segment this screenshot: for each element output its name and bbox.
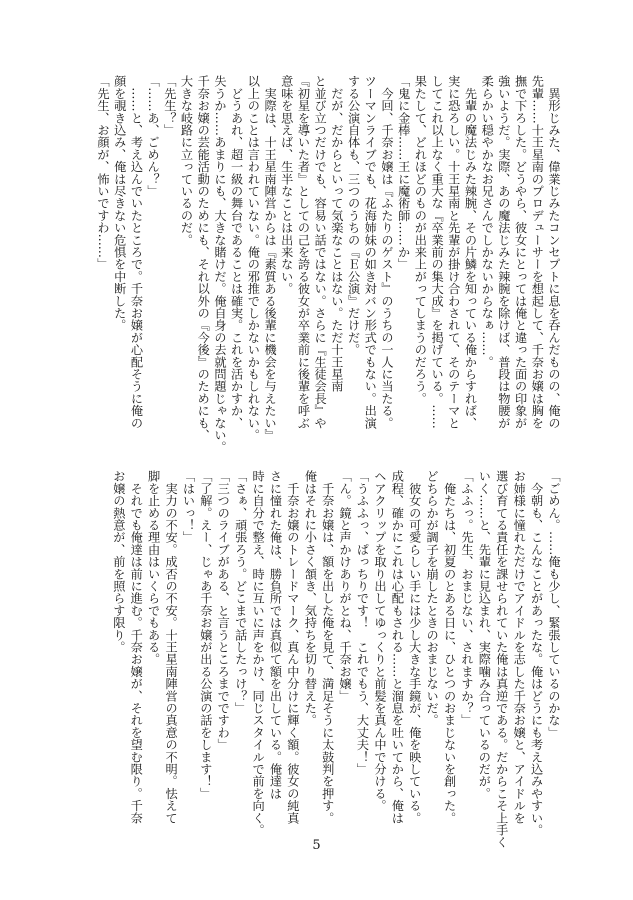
text-column: 彼女の可愛らしい手には少し大きな手鏡が、俺を映している。 [407,470,422,824]
text-column: 意味を思えば、生半なことは出来ない。 [279,75,294,295]
text-column: 「ごめん。……俺も少し、緊張しているのかな」 [547,470,561,739]
text-column: と並び立つだけでも、容易い話ではない。さらに『生徒会長』や [313,75,328,429]
text-column: 以上のことは言われていない。俺の邪推でしかないかもしれない。 [246,75,261,441]
text-column: いく……と、先輩に見込まれ、実際噛み合っているのだが。 [477,470,492,800]
text-column: ヘアクリップを取り出してゆっくりと前髪を真ん中で分ける。 [372,470,387,812]
text-column: 実力の不安。成否の不安。十王星南陣営の真意の不明。怯えて [164,470,179,824]
text-column: 先輩の魔法じみた辣腕、その片鱗を知っている俺からすれば、 [463,75,478,429]
text-column: 先輩……十王星南のプロデューサーを想起して、千奈お嬢は胸を [530,75,545,429]
text-column: する公演自体も、三つのうちの『Ｅ公演』だけだ。 [346,75,361,356]
text-column: 「うふふっ、ぱっちりです！ これでもう、大丈夫！」 [355,470,370,775]
text-column: 強いようだ。実際、あの魔法じみた辣腕を除けば、普段は物腰が [496,75,511,429]
text-column: 成程、確かにこれは心配もされる……と溜息を吐いてから、俺は [390,470,405,824]
text-column: 「先生？」 [162,75,177,136]
lower-text-block [109,470,562,849]
text-column: 実際は、十王星南陣営からは『素質ある後輩に機会を与えたい』 [263,75,278,441]
text-column: 「ん。鏡と声かけありがとね、千奈お嬢」 [338,470,353,702]
text-column: さに憧れた俺は、勝負所では真似て額を出している。俺達は [268,470,283,800]
text-column: 千奈お嬢のトレードマーク、真ん中分けに輝く額。彼女の純真 [285,470,300,824]
text-column: 実に恐ろしい。十王星南と先輩が掛け合わされて、そのテーマと [446,75,461,429]
text-column: 千奈お嬢の芸能活動のためにも、それ以外の『今後』のためにも、 [196,75,211,441]
text-column: ……と、考え込んでいたところで。千奈お嬢が心配そうに俺の [129,75,144,429]
text-column: 「はいっ！」 [181,470,196,544]
text-column: 大きな岐路に立っているのだ。 [179,75,194,246]
text-column: 「ふふっ。先生、おまじない、されますか？」 [459,470,474,727]
text-column: 「さぁ、頑張ろう。どこまで話したっけ？」 [233,470,248,714]
page-number: 5 [312,838,321,853]
text-column: 撫で下ろした。どうやら、彼女にとっては俺と違った面の印象が [513,75,528,429]
text-column: 千奈お嬢は、額を出した俺を見て、満足そうに太鼓判を押す。 [320,470,335,824]
text-column: ツーマンライブでも、花海姉妹の如き対バン形式でもない。出演 [363,75,378,429]
text-column: 「了解。えー、じゃあ千奈お嬢が出る公演の話をします！」 [198,470,213,800]
text-column: 脚を止める理由はいくらでもある。 [146,470,161,666]
text-column: お姉様に憧れただけでアイドルを志した千奈お嬢と、アイドルを [512,470,527,824]
text-column: 『初星を導いた者』としての己を誇る彼女が卒業前に後輩を呼ぶ [296,75,311,429]
text-column: 顔を覗き込み、俺は尽きない危惧を中断した。 [112,75,127,332]
text-column: お嬢の熱意が、前を照らす限り。 [111,470,126,653]
text-column: 今朝も、こんなことがあったな。俺はどうにも考え込みやすい。 [529,470,544,836]
text-column: 俺はそれに小さく頷き、気持ちを切り替えた。 [303,470,318,727]
text-column: 失うか……あまりにも、大きな賭けだ。俺自身の去就問題じゃない。 [212,75,227,454]
text-column: 今回、千奈お嬢は『ふたりのゲスト』のうちの一人に当たる。 [379,75,394,429]
text-column: どうあれ、超一級の舞台であることは確実。これを活かすか、 [229,75,244,429]
text-column: だが、だからといって気楽なことはない。ただ十王星南 [329,75,344,393]
text-column: それでも俺達は前に進む。千奈お嬢が、それを望む限り。千奈 [129,470,144,824]
text-column: どちらかが調子を崩したときのおまじないだ。 [425,470,440,727]
text-column: 「先生、お顔が、怖いですわ……」 [96,75,111,271]
text-column: 「三つのライブがある、と言うところまでですわ」 [216,470,231,751]
text-column: してこれ以上なく重大な『卒業前の集大成』を掲げている。…… [430,75,445,429]
text-column: 時に自分で整え、時に互いに声をかけ、同じスタイルで前を向く。 [251,470,266,836]
text-column: 俺たちは、初夏のとある日に、ひとつのおまじないを創った。 [442,470,457,824]
text-column: 「……あ、ごめん？」 [146,75,161,197]
text-column: 選び育てる責任を課せられていた俺は真逆である。だからこそ上手く [494,470,509,849]
text-column: 柔らかい穏やかなお兄さんでしかないからなぁ……。 [480,75,495,368]
upper-text-block [94,75,562,454]
text-column: 果たして、どれほどのものが出来上がってしまうのだろう。 [413,75,428,405]
text-column: 異形じみた、偉業じみたコンセプトに息を呑んだものの、俺の [547,75,561,429]
text-column: 「鬼に金棒……王に魔術師……か」 [396,75,411,271]
